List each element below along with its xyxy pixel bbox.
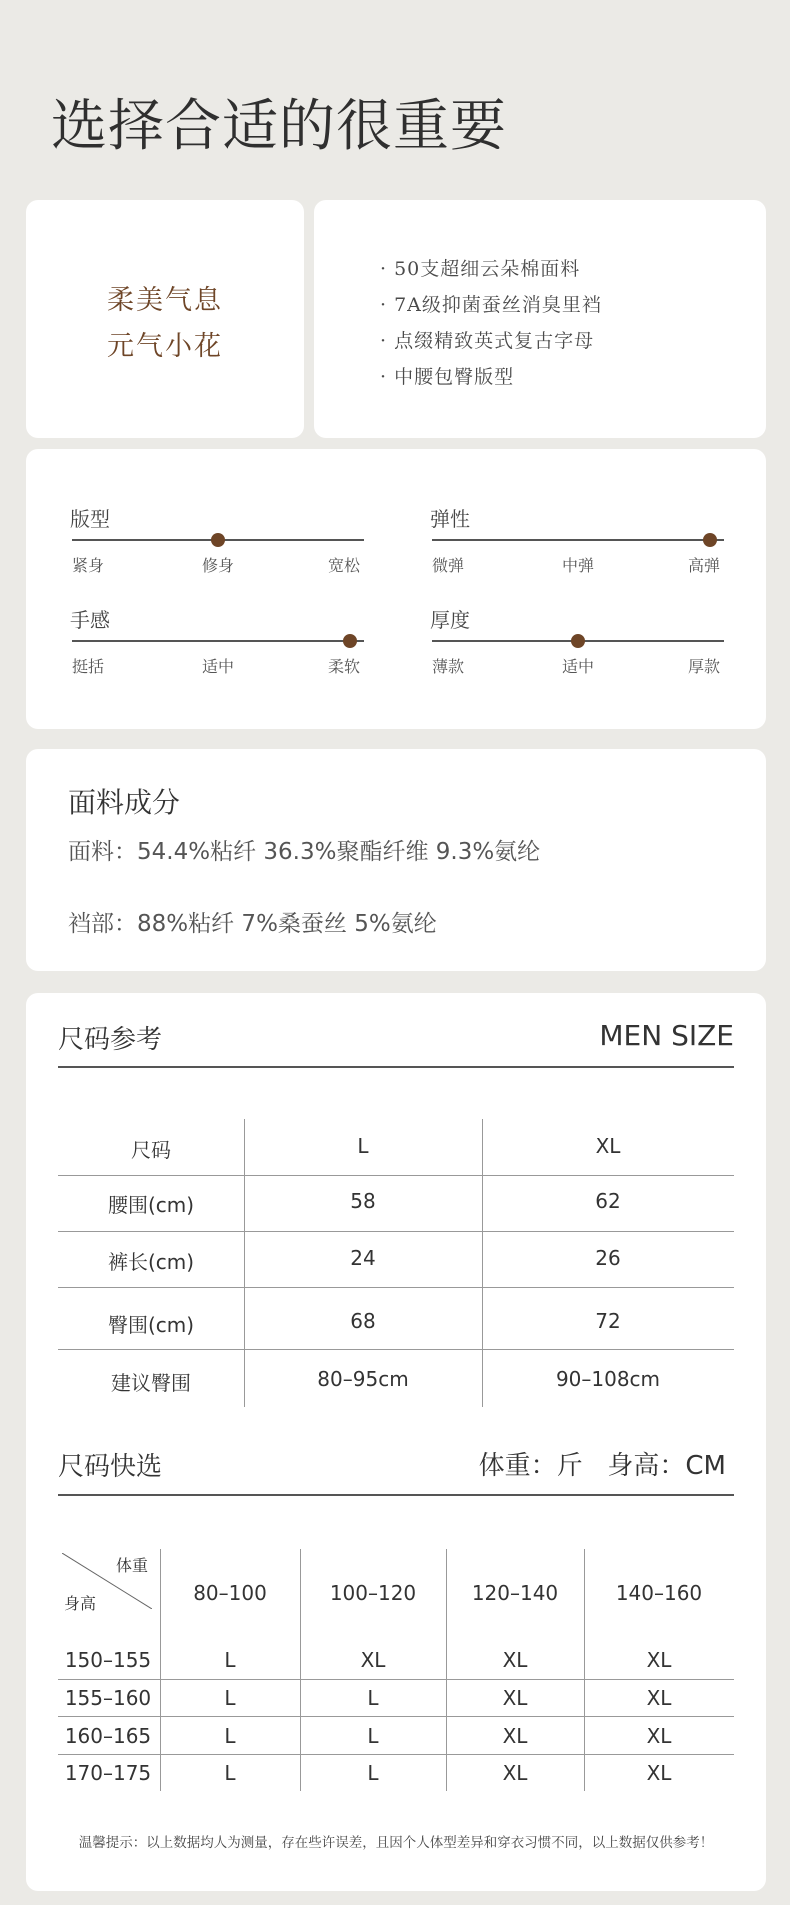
quick-select-title: 尺码快选 — [58, 1452, 163, 1482]
weight-header: 140–160 — [615, 1581, 703, 1605]
attr-elasticity-scale — [432, 539, 724, 541]
page-title: 选择合适的很重要 — [51, 94, 507, 159]
fabric-card — [26, 749, 766, 971]
feature-item: · 7A级抑菌蚕丝消臭里裆 — [380, 294, 602, 316]
table-cell: 裤长(cm) — [107, 1250, 195, 1274]
table-cell: L — [224, 1724, 236, 1748]
attr-fit-label: 版型 — [70, 507, 110, 531]
quick-select-units: 体重：斤 身高：CM — [478, 1451, 726, 1481]
table-divider — [58, 1716, 734, 1717]
table-cell: 90–108cm — [555, 1367, 661, 1391]
table-header: 尺码 — [131, 1138, 171, 1162]
fabric-composition: 面料：54.4%粘纤 36.3%聚酯纤维 9.3%氨纶 — [68, 839, 541, 865]
attr-fit-indicator — [211, 533, 225, 547]
attr-tick: 柔软 — [328, 657, 361, 676]
crotch-composition: 裆部：88%粘纤 7%桑蚕丝 5%氨纶 — [68, 911, 437, 937]
table-cell: L — [367, 1761, 379, 1785]
attr-tick: 薄款 — [432, 657, 465, 676]
tagline-card — [26, 200, 304, 438]
table-cell: 68 — [350, 1309, 376, 1333]
measurement-note: 温馨提示：以上数据均人为测量，存在些许误差，且因个人体型差异和穿衣习惯不同，以上数据仅供参考！ — [78, 1835, 714, 1851]
table-cell: XL — [646, 1648, 672, 1672]
table-divider — [58, 1754, 734, 1755]
table-divider — [58, 1679, 734, 1680]
table-cell: XL — [646, 1686, 672, 1710]
table-divider — [58, 1349, 734, 1350]
table-header: XL — [595, 1134, 621, 1158]
size-card — [26, 993, 766, 1891]
attr-tick: 适中 — [202, 657, 235, 676]
attributes-card — [26, 449, 766, 729]
table-cell: 腰围(cm) — [107, 1193, 195, 1217]
table-cell: 80–95cm — [317, 1367, 409, 1391]
attr-tick: 微弹 — [432, 556, 465, 575]
attr-handfeel-label: 手感 — [70, 608, 110, 632]
table-header: L — [357, 1134, 369, 1158]
attr-handfeel-scale — [72, 640, 364, 642]
attr-tick: 宽松 — [328, 556, 361, 575]
divider — [58, 1066, 734, 1068]
table-cell: L — [224, 1686, 236, 1710]
table-cell: 建议臀围 — [111, 1371, 191, 1395]
attr-elasticity-indicator — [703, 533, 717, 547]
tagline-line: 元气小花 — [107, 331, 223, 362]
corner-height-label: 身高 — [64, 1594, 97, 1613]
feature-item: · 50支超细云朵棉面料 — [380, 258, 581, 280]
attr-elasticity-label: 弹性 — [430, 507, 470, 531]
attr-tick: 紧身 — [72, 556, 105, 575]
attr-tick: 中弹 — [562, 556, 595, 575]
table-cell: XL — [360, 1648, 386, 1672]
weight-header: 80–100 — [193, 1581, 267, 1605]
table-divider — [58, 1175, 734, 1176]
table-cell: 臀围(cm) — [107, 1313, 195, 1337]
feature-item: · 中腰包臀版型 — [380, 366, 515, 388]
table-cell: 72 — [595, 1309, 621, 1333]
attr-handfeel-indicator — [343, 634, 357, 648]
table-cell: 62 — [595, 1189, 621, 1213]
size-ref-subtitle: MEN SIZE — [599, 1019, 734, 1052]
features-card — [314, 200, 766, 438]
fabric-title: 面料成分 — [68, 786, 181, 819]
table-cell: 26 — [595, 1246, 621, 1270]
table-cell: XL — [502, 1686, 528, 1710]
attr-tick: 挺括 — [72, 657, 105, 676]
table-cell: XL — [502, 1648, 528, 1672]
table-cell: L — [367, 1724, 379, 1748]
attr-tick: 修身 — [202, 556, 235, 575]
weight-header: 100–120 — [329, 1581, 417, 1605]
size-ref-title: 尺码参考 — [58, 1025, 163, 1055]
table-cell: L — [224, 1761, 236, 1785]
table-cell: XL — [646, 1724, 672, 1748]
height-label: 170–175 — [64, 1761, 152, 1785]
height-label: 160–165 — [64, 1724, 152, 1748]
attr-tick: 高弹 — [688, 556, 721, 575]
attr-thickness-indicator — [571, 634, 585, 648]
feature-item: · 点缀精致英式复古字母 — [380, 330, 595, 352]
table-cell: 58 — [350, 1189, 376, 1213]
height-label: 155–160 — [64, 1686, 152, 1710]
table-divider — [58, 1231, 734, 1232]
attr-thickness-label: 厚度 — [430, 608, 470, 632]
table-cell: L — [224, 1648, 236, 1672]
attr-tick: 适中 — [562, 657, 595, 676]
table-divider — [58, 1287, 734, 1288]
divider — [58, 1494, 734, 1496]
corner-weight-label: 体重 — [116, 1556, 149, 1575]
table-cell: XL — [502, 1724, 528, 1748]
table-cell: 24 — [350, 1246, 376, 1270]
table-cell: XL — [646, 1761, 672, 1785]
tagline-line: 柔美气息 — [107, 285, 223, 316]
attr-tick: 厚款 — [688, 657, 721, 676]
height-label: 150–155 — [64, 1648, 152, 1672]
table-cell: L — [367, 1686, 379, 1710]
weight-header: 120–140 — [471, 1581, 559, 1605]
table-cell: XL — [502, 1761, 528, 1785]
